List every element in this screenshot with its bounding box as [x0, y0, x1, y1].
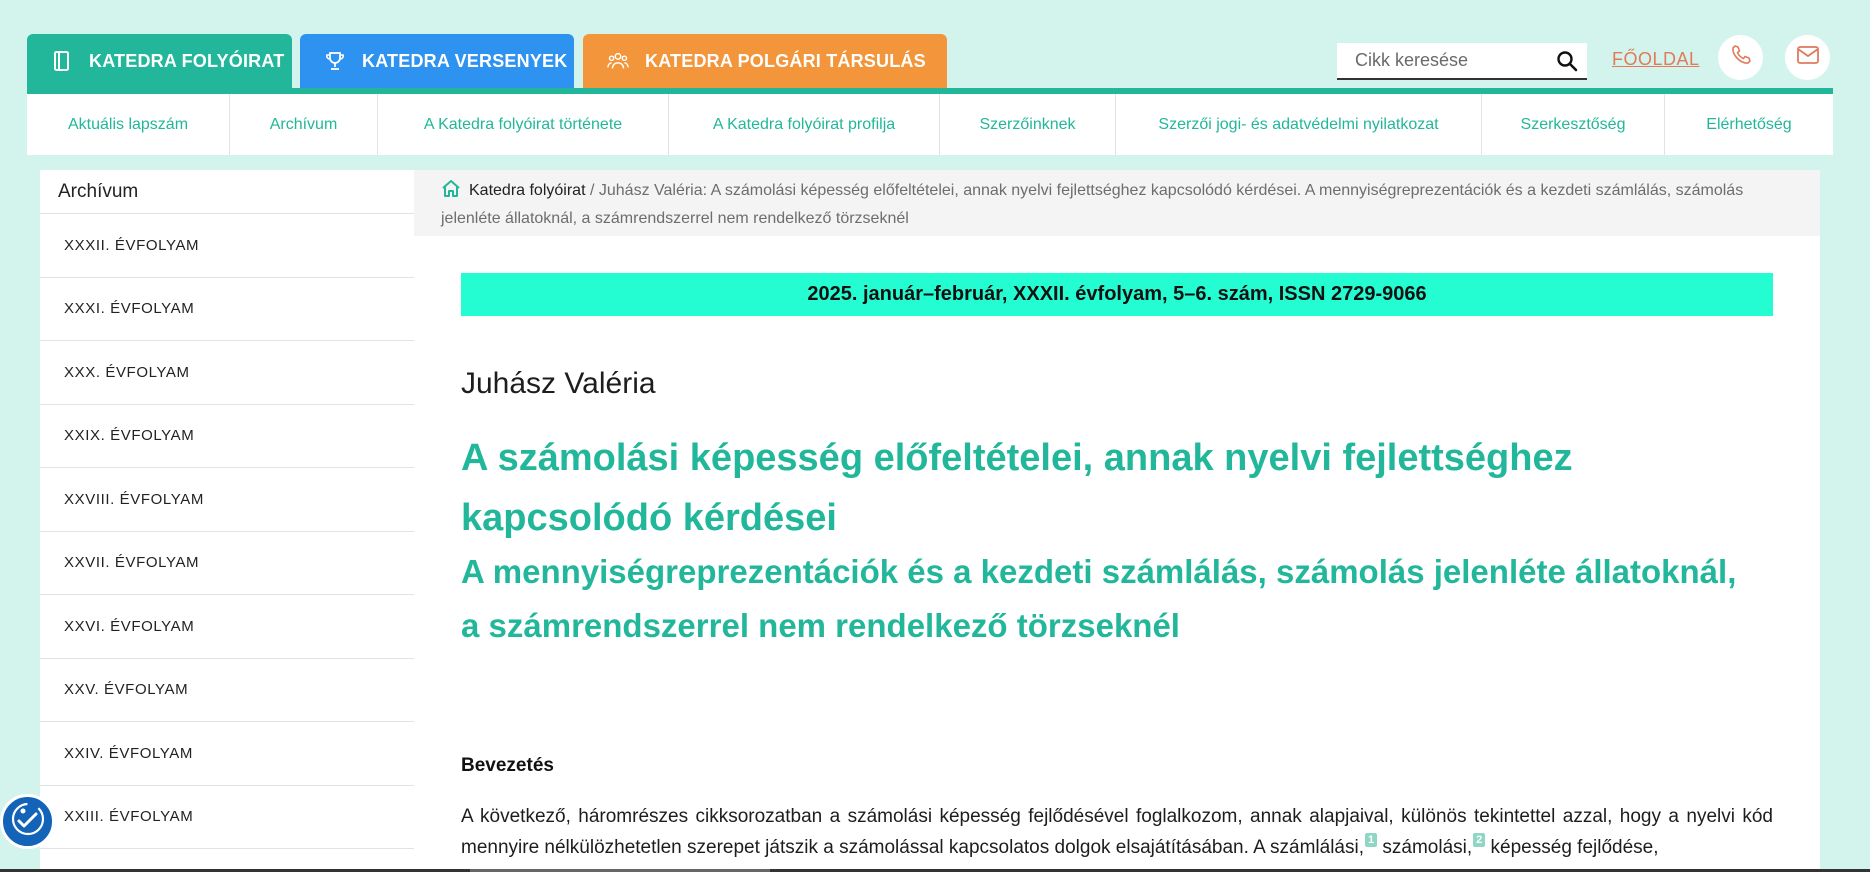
sidebar-item[interactable]: XXXI. ÉVFOLYAM: [40, 278, 414, 342]
breadcrumb-current: Juhász Valéria: A számolási képesség előfeltételei, annak nyelvi fejlettséghez kapcsolódó kérdései. A mennyiségreprezentációk és a kezdeti számlálás, számolás jelenléte állatoknál, a számrendszerrel nem rendelkező törzseknél: [441, 182, 1744, 227]
home-icon[interactable]: [441, 179, 461, 206]
breadcrumb-home-link[interactable]: Katedra folyóirat: [469, 182, 586, 199]
book-icon: [51, 50, 73, 72]
sidebar-item[interactable]: XXVII. ÉVFOLYAM: [40, 532, 414, 596]
nav-nyilatkozat[interactable]: Szerzői jogi- és adatvédelmi nyilatkozat: [1116, 94, 1482, 155]
nav-tortenete[interactable]: A Katedra folyóirat története: [378, 94, 669, 155]
nav-aktualis-lapszam[interactable]: Aktuális lapszám: [27, 94, 230, 155]
breadcrumb-separator: /: [589, 182, 595, 199]
nav-szerzoinknek[interactable]: Szerzőinknek: [940, 94, 1116, 155]
nav-profilja[interactable]: A Katedra folyóirat profilja: [669, 94, 940, 155]
article-paragraph: [461, 801, 1773, 863]
sidebar-item[interactable]: XXIII. ÉVFOLYAM: [40, 786, 414, 850]
sidebar-title: Archívum: [40, 170, 414, 214]
breadcrumb: [414, 170, 1820, 236]
accessibility-icon: [8, 799, 48, 844]
secondary-nav: [27, 94, 1833, 155]
sidebar-item[interactable]: XXV. ÉVFOLYAM: [40, 659, 414, 723]
tab-katedra-polgari-tarsulas[interactable]: [583, 34, 947, 88]
article-content: [414, 170, 1820, 872]
tab-label: KATEDRA VERSENYEK: [362, 50, 568, 71]
article-author: Juhász Valéria: [461, 367, 656, 400]
sidebar-item[interactable]: XXX. ÉVFOLYAM: [40, 341, 414, 405]
paragraph-text: számolási,: [1382, 837, 1473, 858]
tab-katedra-folyoirat[interactable]: [27, 34, 292, 88]
search-input[interactable]: Cikk keresése: [1355, 50, 1469, 70]
tab-katedra-versenyek[interactable]: [300, 34, 574, 88]
paragraph-text: képesség fejlődése,: [1490, 837, 1659, 858]
sidebar-item[interactable]: XXVIII. ÉVFOLYAM: [40, 468, 414, 532]
accessibility-button[interactable]: [0, 794, 55, 849]
section-heading: Bevezetés: [461, 755, 554, 776]
nav-archivum[interactable]: Archívum: [230, 94, 378, 155]
sidebar-item[interactable]: XXVI. ÉVFOLYAM: [40, 595, 414, 659]
article-title: A számolási képesség előfeltételei, annak nyelvi fejlettséghez kapcsolódó kérdései: [461, 437, 1573, 539]
mail-button[interactable]: [1785, 35, 1830, 80]
tab-label: KATEDRA POLGÁRI TÁRSULÁS: [645, 50, 926, 71]
issue-banner: 2025. január–február, XXXII. évfolyam, 5–6. szám, ISSN 2729-9066: [461, 273, 1773, 316]
phone-button[interactable]: [1718, 35, 1763, 80]
phone-icon: [1730, 44, 1752, 71]
footnote-ref[interactable]: 2: [1473, 833, 1485, 847]
footnote-ref[interactable]: 1: [1365, 833, 1377, 847]
nav-elerhetoseg[interactable]: Elérhetőség: [1706, 115, 1792, 133]
nav-szerkesztoseg[interactable]: Szerkesztőség: [1482, 94, 1665, 155]
paragraph-text: A következő, háromrészes cikksorozatban a számolási képesség fejlődésével foglalkozom, annak alapjaival, különös tekintettel azzal, hogy a nyelvi kód mennyire nélkülözhetetlen szerepet játszik a számolással kapcsolatos dolgok elsajátításában. A számlálási,: [461, 806, 1773, 858]
sidebar-item[interactable]: XXXII. ÉVFOLYAM: [40, 214, 414, 278]
search-box[interactable]: [1337, 43, 1587, 80]
sidebar-item[interactable]: XXIX. ÉVFOLYAM: [40, 405, 414, 469]
sidebar-item[interactable]: XXIV. ÉVFOLYAM: [40, 722, 414, 786]
tab-label: KATEDRA FOLYÓIRAT: [89, 50, 285, 71]
mail-icon: [1796, 45, 1820, 70]
search-icon[interactable]: [1547, 50, 1587, 72]
archive-sidebar: [40, 170, 414, 872]
trophy-icon: [324, 50, 346, 72]
home-link[interactable]: FŐOLDAL: [1612, 49, 1700, 69]
article-subtitle: A mennyiségreprezentációk és a kezdeti számlálás, számolás jelenléte állatoknál, a számrendszerrel nem rendelkező törzseknél: [461, 553, 1737, 644]
people-icon: [607, 50, 629, 72]
